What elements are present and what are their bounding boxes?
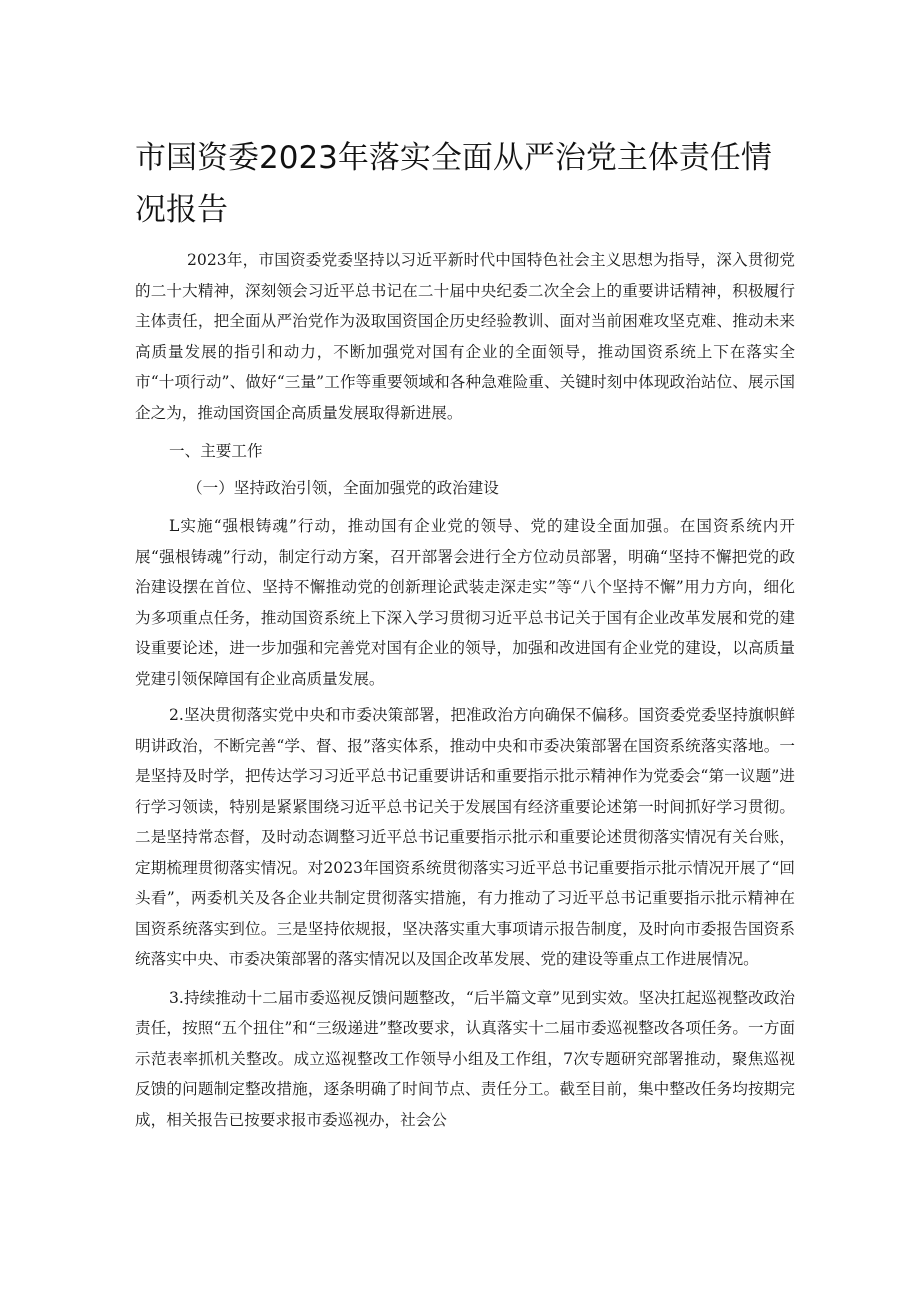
document-body xyxy=(135,245,795,1135)
item-1-paragraph: L实施“强根铸魂”行动，推动国有企业党的领导、党的建设全面加强。在国资系统内开展“强根铸魂”行动，制定行动方案，召开部署会进行全方位动员部署，明确“坚持不懈把党的政治建设摆在首位、坚持不懈推动党的创新理论武装走深走实”等“八个坚持不懈”用力方向，细化为多项重点任务，推动国资系统上下深入学习贯彻习近平总书记关于国有企业改革发展和党的建设重要论述，进一步加强和完善党对国有企业的领导，加强和改进国有企业党的建设，以高质量党建引领保障国有企业高质量发展。 xyxy=(135,517,795,688)
intro-paragraph: 2023年，市国资委党委坚持以习近平新时代中国特色社会主义思想为指导，深入贯彻党的二十大精神，深刻领会习近平总书记在二十届中央纪委二次全会上的重要讲话精神，积极履行主体责任，把全面从严治党作为汲取国资国企历史经验教训、面对当前困难攻坚克难、推动未来高质量发展的指引和动力，不断加强党对国有企业的全面领导，推动国资系统上下在落实全市“十项行动”、做好“三量”工作等重要领域和各种急难险重、关键时刻中体现政治站位、展示国企之为，推动国资国企高质量发展取得新进展。 xyxy=(135,251,795,422)
item-2-paragraph: 2.坚决贯彻落实党中央和市委决策部署，把准政治方向确保不偏移。国资委党委坚持旗帜鲜明讲政治，不断完善“学、督、报”落实体系，推动中央和市委决策部署在国资系统落实落地。一是坚持及时学，把传达学习习近平总书记重要讲话和重要指示批示精神作为党委会“第一议题”进行学习领读，特别是紧紧围绕习近平总书记关于发展国有经济重要论述第一时间抓好学习贯彻。二是坚持常态督，及时动态调整习近平总书记重要指示批示和重要论述贯彻落实情况有关台账，定期梳理贯彻落实情况。对2023年国资系统贯彻落实习近平总书记重要指示批示情况开展了“回头看”，两委机关及各企业共制定贯彻落实措施，有力推动了习近平总书记重要指示批示精神在国资系统落实到位。三是坚持依规报，坚决落实重大事项请示报告制度，及时向市委报告国资系统落实中央、市委决策部署的落实情况以及国企改革发展、党的建设等重点工作进展情况。 xyxy=(135,706,795,968)
subsection-heading: （一）坚持政治引领，全面加强党的政治建设 xyxy=(187,478,499,497)
section-heading: 一、主要工作 xyxy=(169,442,263,460)
document-title: 市国资委2023年落实全面从严治党主体责任情况报告 xyxy=(135,140,772,228)
item-3-paragraph: 3.持续推动十二届市委巡视反馈问题整改，“后半篇文章”见到实效。坚决扛起巡视整改政治责任，按照“五个扭住”和“三级递进”整改要求，认真落实十二届市委巡视整改各项任务。一方面示范表率抓机关整改。成立巡视整改工作领导小组及工作组，7次专题研究部署推动，聚焦巡视反馈的问题制定整改措施，逐条明确了时间节点、责任分工。截至目前，集中整改任务均按期完成，相关报告已按要求报市委巡视办，社会公 xyxy=(135,988,795,1129)
